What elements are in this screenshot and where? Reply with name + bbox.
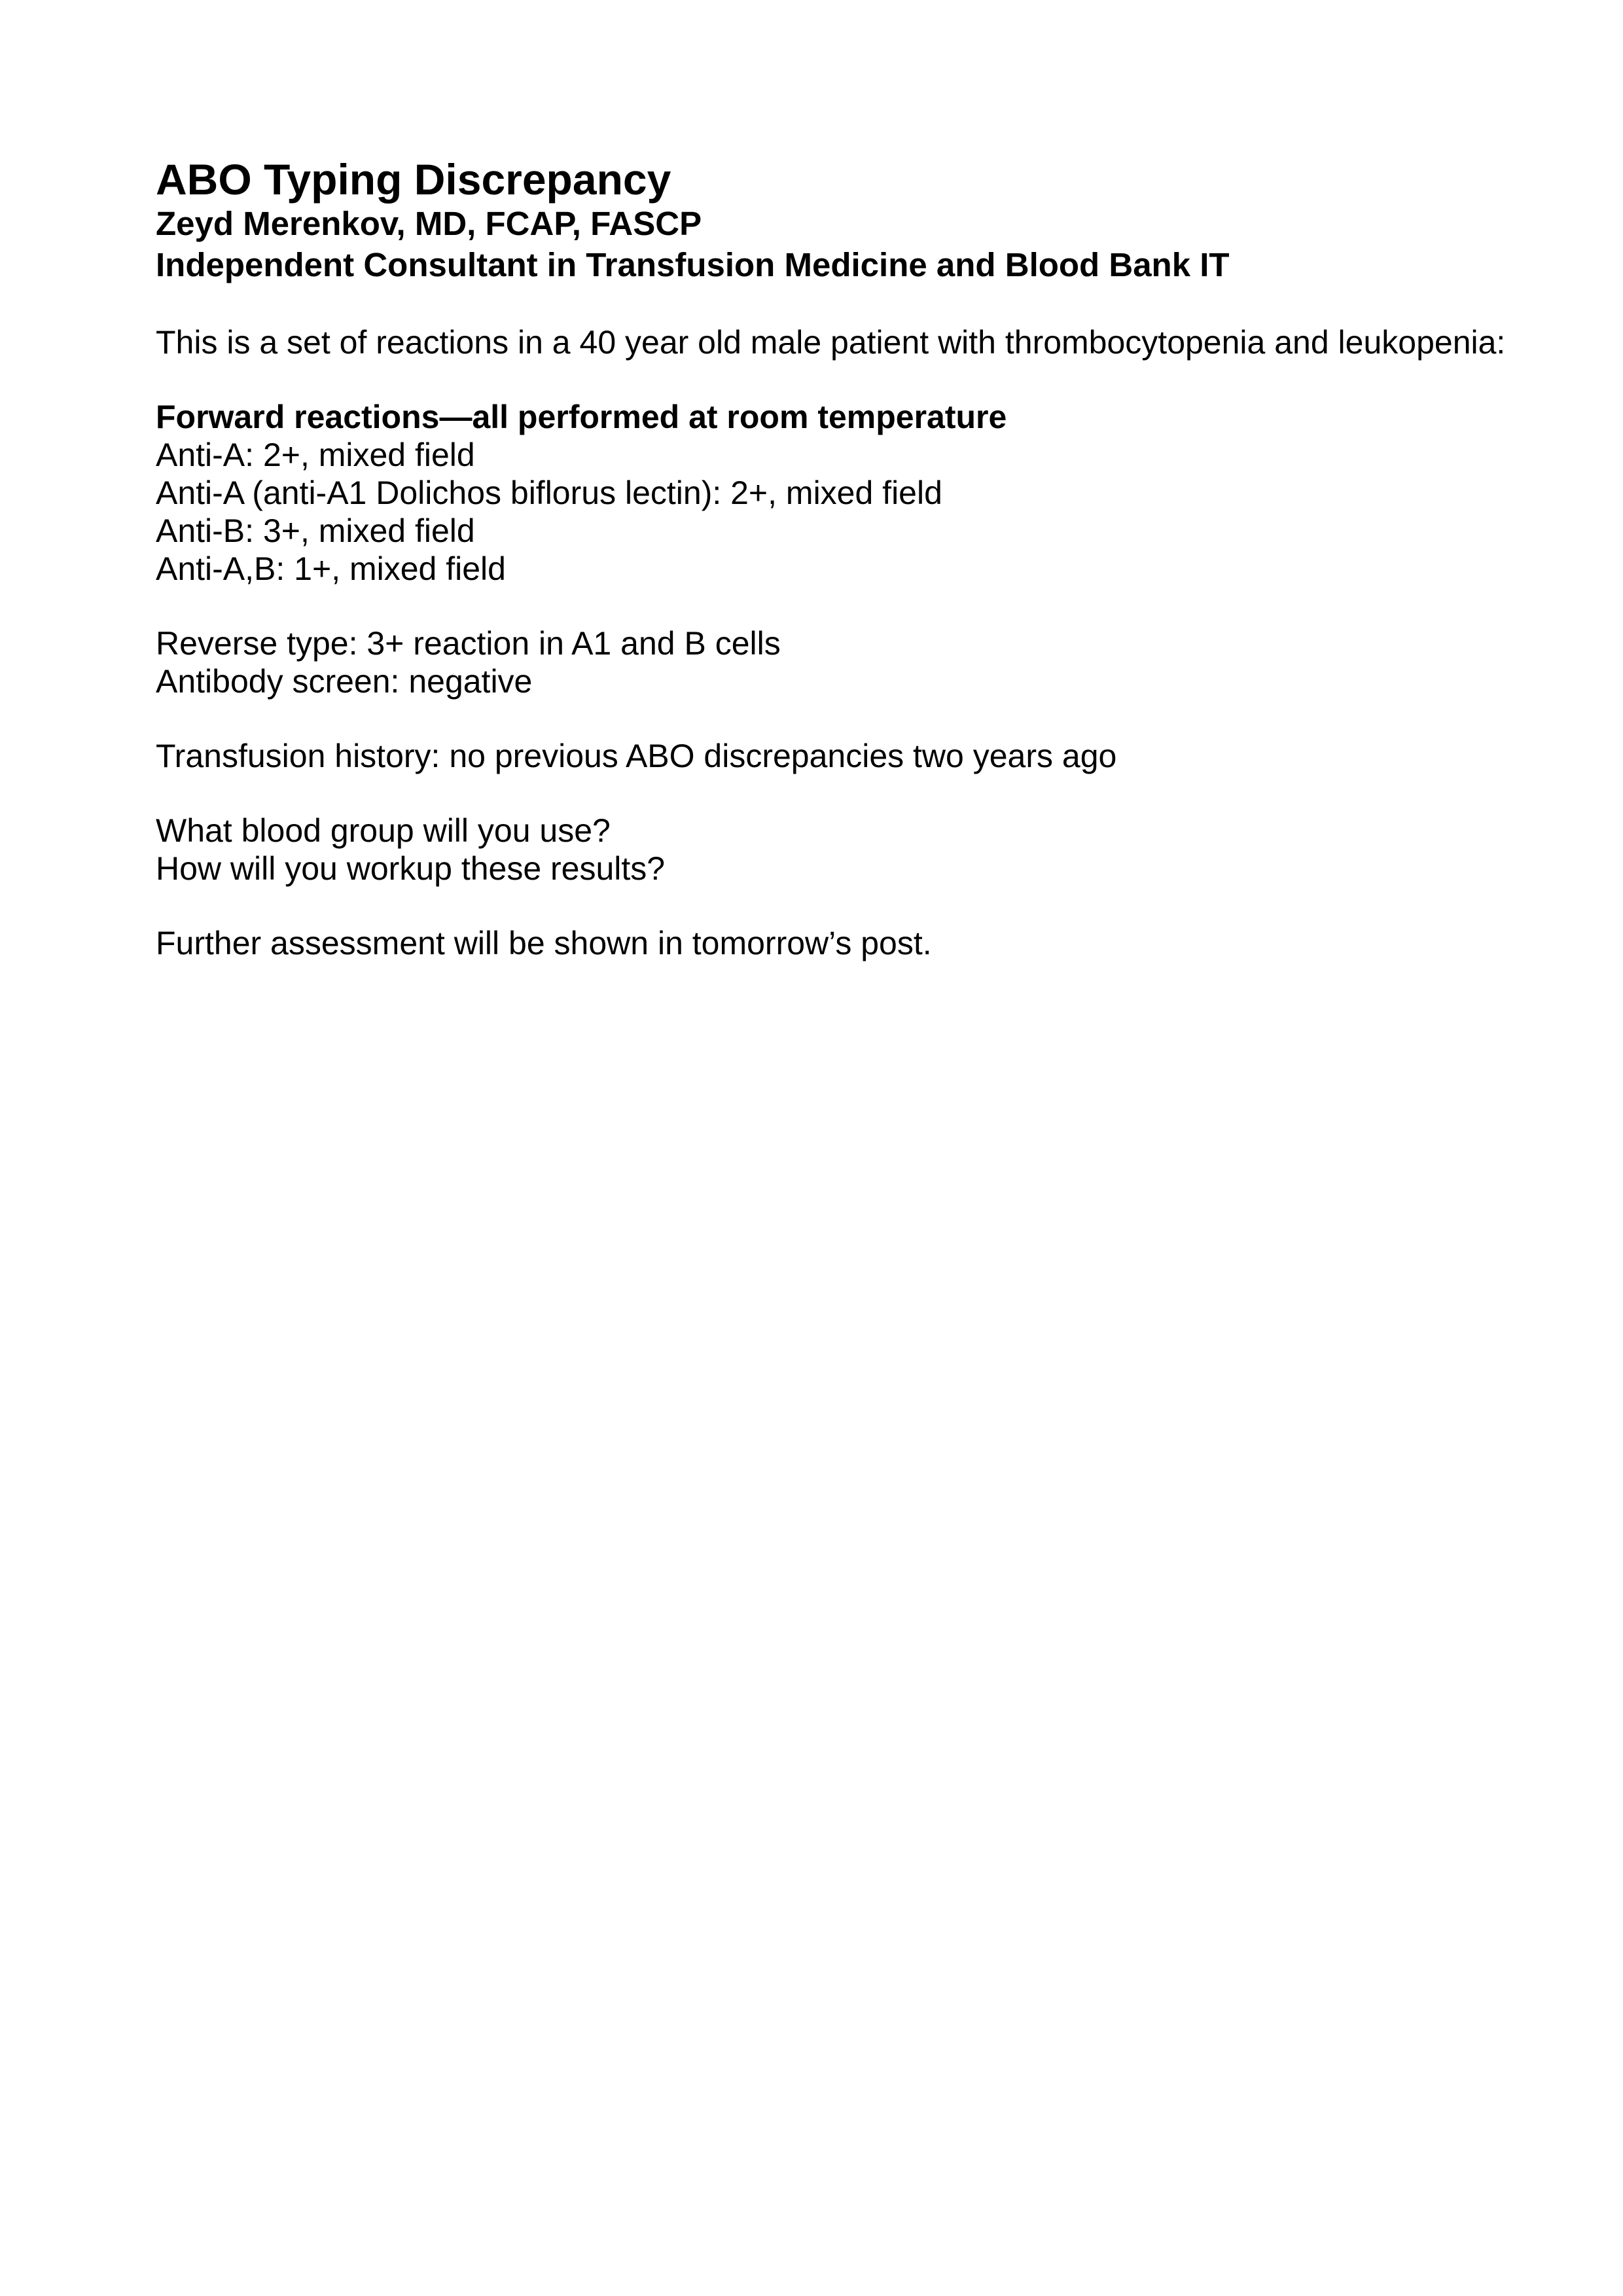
forward-reaction-anti-a: Anti-A: 2+, mixed field <box>156 437 475 473</box>
intro-paragraph: This is a set of reactions in a 40 year old male patient with thrombocytopenia and leukopenia: <box>156 324 1506 361</box>
closing-line: Further assessment will be shown in tomorrow’s post. <box>156 925 932 961</box>
transfusion-history-line: Transfusion history: no previous ABO discrepancies two years ago <box>156 738 1117 774</box>
reverse-type-line: Reverse type: 3+ reaction in A1 and B cells <box>156 625 781 662</box>
forward-reactions-heading: Forward reactions—all performed at room temperature <box>156 399 1007 435</box>
author-line: Zeyd Merenkov, MD, FCAP, FASCP <box>156 205 702 242</box>
spacer <box>156 588 1530 624</box>
document-title: ABO Typing Discrepancy <box>156 155 671 204</box>
spacer <box>156 285 1530 323</box>
spacer <box>156 775 1530 812</box>
forward-reaction-anti-ab: Anti-A,B: 1+, mixed field <box>156 550 506 587</box>
antibody-screen-line: Antibody screen: negative <box>156 663 533 700</box>
affiliation-line: Independent Consultant in Transfusion Medicine and Blood Bank IT <box>156 246 1230 283</box>
question-workup: How will you workup these results? <box>156 850 666 887</box>
forward-reaction-anti-b: Anti-B: 3+, mixed field <box>156 512 475 549</box>
spacer <box>156 700 1530 737</box>
question-blood-group: What blood group will you use? <box>156 812 611 849</box>
spacer <box>156 888 1530 924</box>
forward-reaction-anti-a1-lectin: Anti-A (anti-A1 Dolichos biflorus lectin): 2+, mixed field <box>156 475 942 511</box>
spacer <box>156 361 1530 398</box>
document-content <box>156 156 1530 962</box>
